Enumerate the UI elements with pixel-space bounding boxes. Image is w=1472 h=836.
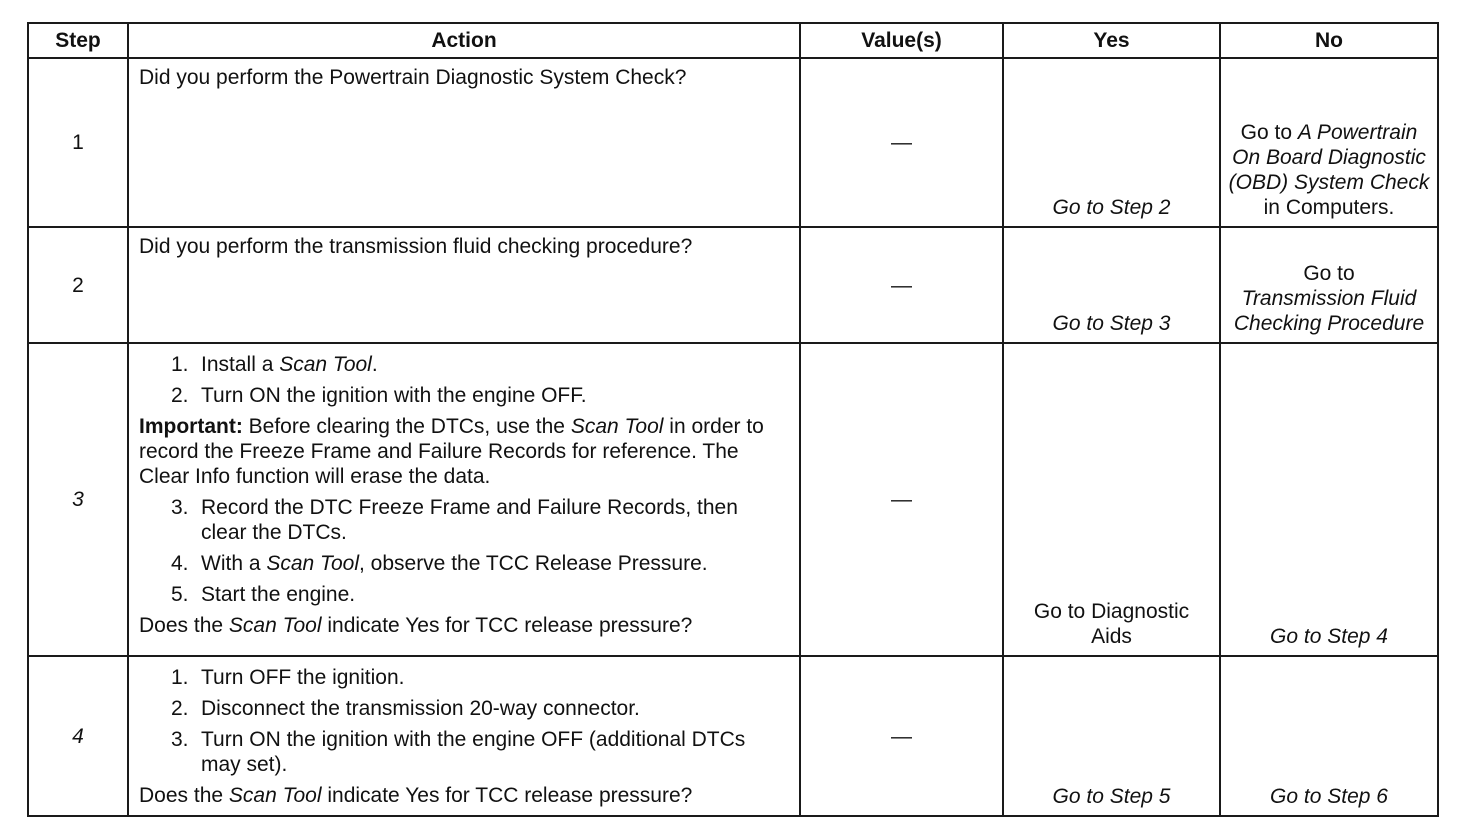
table-header-row [28, 23, 1438, 58]
yes-link[interactable]: Go to Diagnostic Aids [1003, 343, 1220, 656]
action-question: Does the Scan Tool indicate Yes for TCC release pressure? [139, 784, 693, 807]
list-item: 2. Turn ON the ignition with the engine OFF. [171, 384, 587, 407]
header-step: Step [28, 23, 128, 58]
action-question: Did you perform the Powertrain Diagnostic System Check? [139, 66, 687, 89]
yes-link[interactable]: Go to Step 5 [1003, 656, 1220, 816]
table-row [28, 227, 1438, 343]
yes-link[interactable]: Go to Step 3 [1003, 227, 1220, 343]
procedure-steps [139, 352, 789, 408]
header-no: No [1220, 23, 1438, 58]
action-cell [128, 58, 800, 227]
value-cell: — [800, 227, 1003, 343]
table-row [28, 343, 1438, 656]
step-number: 3 [28, 343, 128, 656]
table-row [28, 656, 1438, 816]
step-number: 4 [28, 656, 128, 816]
list-item: 4. With a Scan Tool, observe the TCC Release Pressure. [171, 552, 708, 575]
step-number: 2 [28, 227, 128, 343]
header-action: Action [128, 23, 800, 58]
list-item: 2. Disconnect the transmission 20-way connector. [171, 697, 640, 720]
list-item: 3. Record the DTC Freeze Frame and Failure Records, then clear the DTCs. [171, 496, 738, 544]
table-row [28, 58, 1438, 227]
list-item: 3. Turn ON the ignition with the engine OFF (additional DTCs may set). [171, 728, 746, 776]
no-prefix: Go to [1240, 121, 1298, 144]
no-cell[interactable] [1220, 58, 1438, 227]
no-link[interactable]: Transmission Fluid Checking Procedure [1233, 287, 1425, 335]
header-values: Value(s) [800, 23, 1003, 58]
header-yes: Yes [1003, 23, 1220, 58]
action-cell [128, 656, 800, 816]
list-item: 1. Turn OFF the ignition. [171, 666, 405, 689]
important-label: Important: [139, 415, 243, 438]
no-link[interactable]: Go to Step 6 [1220, 656, 1438, 816]
value-cell: — [800, 656, 1003, 816]
yes-link[interactable]: Go to Step 2 [1003, 58, 1220, 227]
procedure-steps [139, 665, 789, 777]
procedure-steps [139, 495, 789, 607]
no-cell[interactable] [1220, 227, 1438, 343]
no-link[interactable]: Go to Step 4 [1220, 343, 1438, 656]
list-item: 5. Start the engine. [171, 583, 356, 606]
action-question: Did you perform the transmission fluid checking procedure? [139, 235, 693, 258]
action-cell [128, 227, 800, 343]
no-prefix: Go to [1303, 262, 1355, 285]
action-cell [128, 343, 800, 656]
action-question: Does the Scan Tool indicate Yes for TCC release pressure? [139, 614, 693, 637]
no-link[interactable]: A Powertrain On Board Diagnostic (OBD) System Check [1228, 121, 1430, 194]
value-cell: — [800, 343, 1003, 656]
value-cell: — [800, 58, 1003, 227]
important-note: Important: Before clearing the DTCs, use the Scan Tool in order to record the Freeze Frame and Failure Records for reference. The Clear Info function will erase the data. [139, 415, 764, 488]
list-item: 1. Install a Scan Tool. [171, 353, 378, 376]
no-suffix: in Computers. [1263, 196, 1395, 219]
step-number: 1 [28, 58, 128, 227]
diagnostic-table [27, 22, 1439, 817]
